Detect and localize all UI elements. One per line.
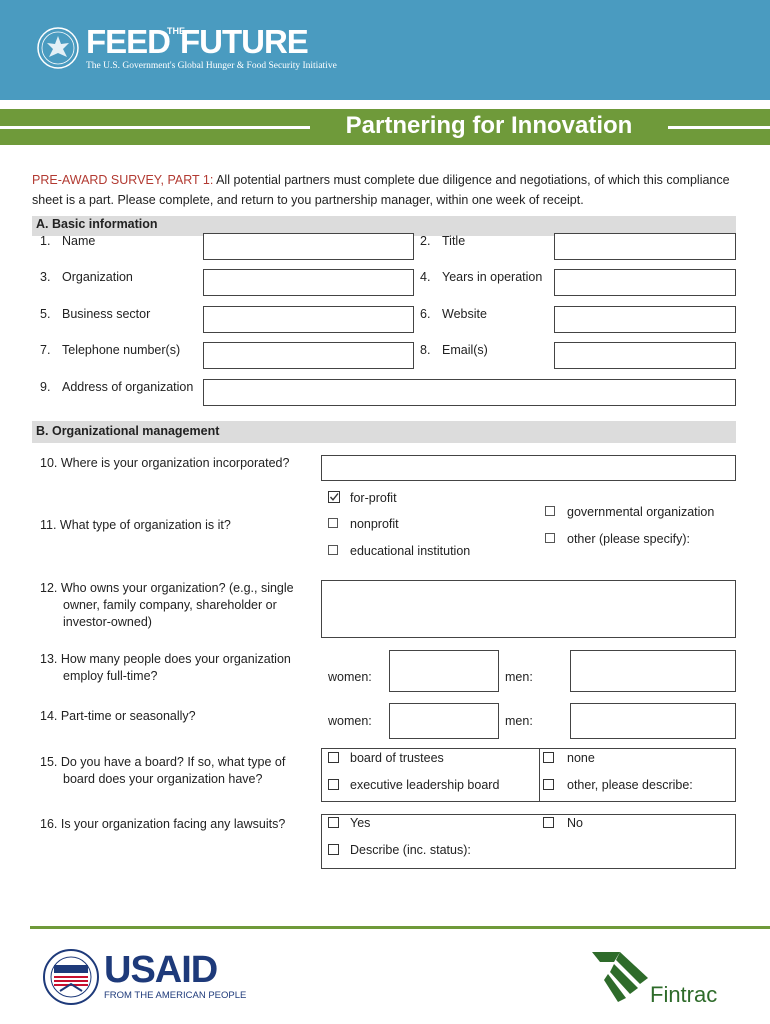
label-email: 8. Email(s)	[420, 343, 488, 357]
fulltime-men-field[interactable]	[570, 650, 736, 692]
other-board-checkbox[interactable]	[543, 779, 554, 790]
fulltime-women-field[interactable]	[389, 650, 499, 692]
logo-tagline: The U.S. Government's Global Hunger & Food Security Initiative	[86, 61, 337, 71]
intro-text: All potential partners must complete due diligence and negotiations, of which this compliance sheet is a part. Please complete, and return to you partnership manager, within one week of receipt.	[32, 173, 730, 207]
label-telephone: 7. Telephone number(s)	[40, 343, 181, 357]
address-field[interactable]	[203, 379, 736, 406]
organization-field[interactable]	[203, 269, 414, 296]
label-name: 1. Name	[40, 234, 96, 248]
q13-label: 13. How many people does your organization employ full-time?	[40, 652, 291, 683]
q12-label: 12. Who owns your organization? (e.g., single owner, family company, shareholder or investor-owned)	[40, 581, 294, 629]
q16-label: 16. Is your organization facing any lawsuits?	[40, 817, 286, 831]
fintrac-wordmark: Fintrac	[650, 982, 718, 1007]
usaid-wordmark	[104, 950, 217, 990]
label-organization: 3. Organization	[40, 270, 133, 284]
q10-label: 10. Where is your organization incorporated?	[40, 456, 290, 470]
q11-label: 11. What type of organization is it?	[40, 518, 231, 532]
educational-label: educational institution	[350, 544, 471, 558]
intro-paragraph	[32, 170, 732, 210]
parttime-women-label: women:	[328, 714, 372, 728]
parttime-women-field[interactable]	[389, 703, 499, 739]
fulltime-men-label: men:	[505, 670, 533, 684]
logo-the-text: THE	[167, 26, 185, 36]
nonprofit-label: nonprofit	[350, 517, 399, 531]
executive-checkbox[interactable]	[328, 779, 339, 790]
intro-lead: PRE-AWARD SURVEY, PART 1:	[32, 173, 214, 187]
lawsuit-box	[321, 814, 736, 869]
lawsuit-no-label: No	[567, 816, 583, 830]
usaid-name: USAID	[104, 949, 218, 991]
trustees-label: board of trustees	[350, 751, 444, 765]
q15-label: 15. Do you have a board? If so, what type of board does your organization have?	[40, 755, 286, 786]
for-profit-label: for-profit	[350, 491, 397, 505]
website-field[interactable]	[554, 306, 736, 333]
trustees-checkbox[interactable]	[328, 752, 339, 763]
parttime-men-label: men:	[505, 714, 533, 728]
section-b-header: B. Organizational management	[32, 421, 736, 443]
other-org-checkbox[interactable]	[545, 533, 555, 543]
usaid-seal-icon	[42, 948, 100, 1006]
label-website: 6. Website	[420, 307, 487, 321]
footer-rule	[30, 926, 770, 929]
lawsuit-no-checkbox[interactable]	[543, 817, 554, 828]
incorporated-field[interactable]	[321, 455, 736, 481]
telephone-field[interactable]	[203, 342, 414, 369]
ownership-field[interactable]	[321, 580, 736, 638]
none-checkbox[interactable]	[543, 752, 554, 763]
logo-feed-text: FEED	[86, 23, 171, 60]
email-field[interactable]	[554, 342, 736, 369]
title-rule-left	[0, 126, 310, 129]
fulltime-women-label: women:	[328, 670, 372, 684]
logo-future-text: FUTURE	[180, 23, 308, 60]
other-org-label: other (please specify):	[567, 532, 690, 546]
label-sector: 5. Business sector	[40, 307, 151, 321]
usaid-tagline: FROM THE AMERICAN PEOPLE	[104, 990, 247, 1001]
board-divider	[539, 748, 540, 802]
lawsuit-describe-checkbox[interactable]	[328, 844, 339, 855]
section-a-header: A. Basic information	[32, 216, 736, 236]
nonprofit-checkbox[interactable]	[328, 518, 338, 528]
title-field[interactable]	[554, 233, 736, 260]
for-profit-checkbox[interactable]	[328, 491, 340, 503]
us-seal-icon	[36, 26, 80, 70]
lawsuit-yes-checkbox[interactable]	[328, 817, 339, 828]
fintrac-logo-icon	[590, 948, 652, 1004]
other-board-label: other, please describe:	[567, 778, 693, 792]
label-title: 2. Title	[420, 234, 466, 248]
executive-label: executive leadership board	[350, 778, 500, 792]
name-field[interactable]	[203, 233, 414, 260]
years-field[interactable]	[554, 269, 736, 296]
parttime-men-field[interactable]	[570, 703, 736, 739]
lawsuit-yes-label: Yes	[350, 816, 371, 830]
title-rule-right	[668, 126, 770, 129]
educational-checkbox[interactable]	[328, 545, 338, 555]
sector-field[interactable]	[203, 306, 414, 333]
governmental-label: governmental organization	[567, 505, 715, 519]
none-label: none	[567, 751, 595, 765]
label-years: 4. Years in operation	[420, 270, 543, 284]
label-address: 9. Address of organization	[40, 380, 194, 394]
q14-label: 14. Part-time or seasonally?	[40, 709, 196, 723]
governmental-checkbox[interactable]	[545, 506, 555, 516]
lawsuit-describe-label: Describe (inc. status):	[350, 843, 471, 857]
page-title: Partnering for Innovation	[345, 112, 633, 139]
